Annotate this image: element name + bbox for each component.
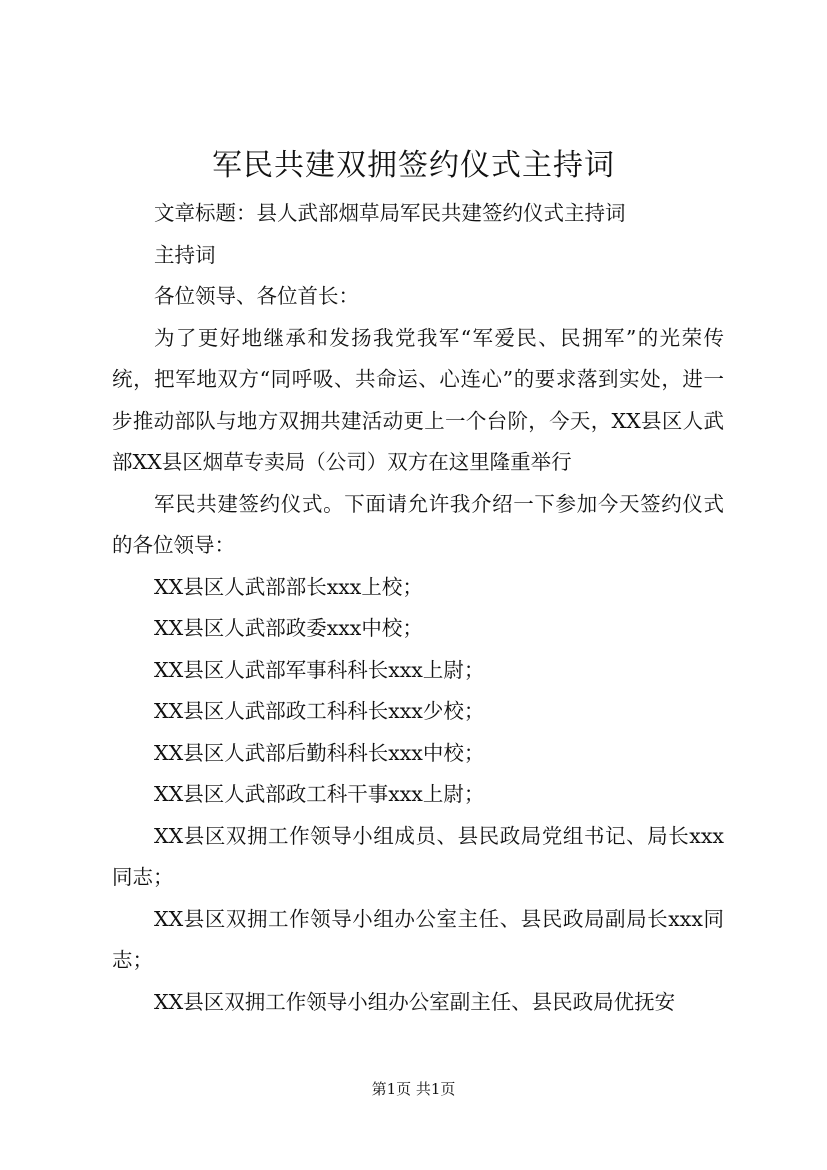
list-item: XX县区人武部后勤科科长xxx中校； bbox=[154, 740, 485, 765]
list-item: XX县区人武部政工科科长xxx少校； bbox=[154, 699, 485, 723]
paragraph-greeting: 各位领导、各位首长： bbox=[154, 284, 359, 308]
list-item: XX县区双拥工作领导小组办公室主任、县民政局副局长xxx同志； bbox=[112, 906, 724, 972]
list-item: XX县区双拥工作领导小组成员、县民政局党组书记、局长xxx同志； bbox=[112, 823, 724, 889]
paragraph-intro: 为了更好地继承和发扬我党我军“军爱民、民拥军”的光荣传统，把军地双方“同呼吸、共命运、心连心”的要求落到实处，进一步推动部队与地方双拥共建活动更上一个台阶，今天，XX县区人武部XX县区烟草专卖局（公司）双方在这里隆重举行 bbox=[112, 325, 724, 474]
list-item: XX县区双拥工作领导小组办公室副主任、县民政局优抚安 bbox=[154, 989, 676, 1014]
paragraph-introduction: 军民共建签约仪式。下面请允许我介绍一下参加今天签约仪式的各位领导： bbox=[112, 491, 724, 557]
list-item: XX县区人武部政工科干事xxx上尉； bbox=[154, 782, 485, 806]
list-item: XX县区人武部军事科科长xxx上尉； bbox=[154, 657, 485, 682]
document-body bbox=[112, 193, 724, 1023]
paragraph-article-title: 文章标题：县人武部烟草局军民共建签约仪式主持词 bbox=[154, 201, 626, 225]
list-item: XX县区人武部部长xxx上校； bbox=[154, 574, 423, 599]
page-number-footer: 第1页 共1页 bbox=[371, 1080, 456, 1098]
list-item: XX县区人武部政委xxx中校； bbox=[154, 616, 423, 640]
document-title: 军民共建双拥签约仪式主持词 bbox=[212, 148, 615, 183]
paragraph-heading: 主持词 bbox=[154, 242, 216, 267]
